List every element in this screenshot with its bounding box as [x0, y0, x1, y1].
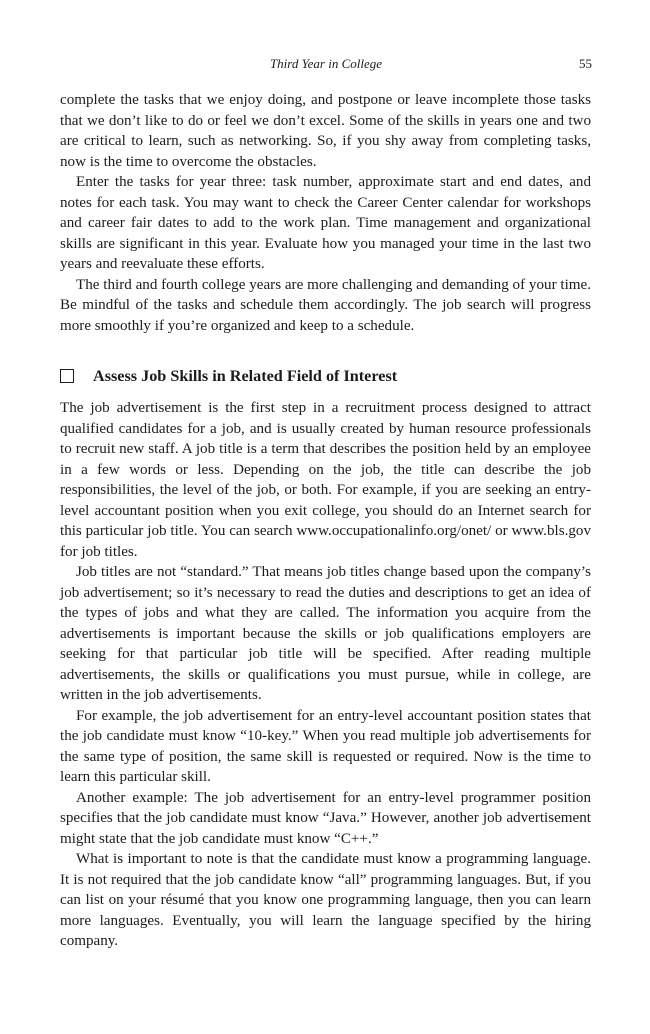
- page-body: [60, 90, 591, 952]
- section-title: Assess Job Skills in Related Field of Interest: [93, 367, 398, 385]
- page-header: [60, 56, 592, 76]
- section-heading: [60, 365, 591, 387]
- running-head: Third Year in College: [269, 56, 383, 71]
- paragraph: What is important to note is that the candidate must know a programming language. It is not required that the job candidate know “all” programming languages. But, if you can list on your résumé that you know one programming language, then you can learn more languages. Eventually, you will learn the language specified by the hiring company.: [60, 851, 591, 949]
- checkbox-icon: [60, 369, 74, 383]
- page-number: 55: [579, 56, 592, 71]
- paragraph: For example, the job advertisement for an entry-level accountant position states that the job candidate must know “10-key.” When you read multiple job advertisements for the same type of position, the same skill is requested or required. Now is the time to learn this particular skill.: [60, 707, 591, 785]
- paragraph: The job advertisement is the first step in a recruitment process designed to attract qualified candidates for a job, and is usually created by human resource professionals to recruit new staff. A job title is a term that describes the position held by an employee in a few words or less. Depending on the job, the title can describe the job responsibilities, the level of the job, or both. For example, if you are seeking an entry-level accountant position when you exit college, you should do an Internet search for this particular job title. You can search www.occupationalinfo.org/onet/ or www.bls.gov for job titles.: [60, 400, 591, 560]
- paragraph: Job titles are not “standard.” That means job titles change based upon the company’s job advertisement; so it’s necessary to read the duties and descriptions to get an idea of the types of jobs and what they are called. The information you acquire from the advertisements is important because the skills or job qualifications employers are seeking for that particular job title will be specified. After reading multiple advertisements, the skills or qualifications you must pursue, while in college, are written in the job advertisements.: [60, 564, 591, 703]
- paragraph: Enter the tasks for year three: task number, approximate start and end dates, and notes for each task. You may want to check the Career Center calendar for workshops and career fair dates to add to the work plan. Time management and organizational skills are significant in this year. Evaluate how you managed your time in the last two years and reevaluate these efforts.: [60, 174, 591, 272]
- paragraph: The third and fourth college years are more challenging and demanding of your time. Be mindful of the tasks and schedule them accordingly. The job search will progress more smoothly if you’re organized and keep to a schedule.: [60, 276, 591, 334]
- paragraph: Another example: The job advertisement for an entry-level programmer position specifies that the job candidate must know “Java.” However, another job advertisement might state that the job candidate must know “C++.”: [60, 789, 591, 847]
- paragraph: complete the tasks that we enjoy doing, and postpone or leave incomplete those tasks that we don’t like to do or feel we don’t excel. Some of the skills in years one and two are critical to learn, such as networking. So, if you shy away from completing tasks, now is the time to overcome the obstacles.: [60, 92, 591, 170]
